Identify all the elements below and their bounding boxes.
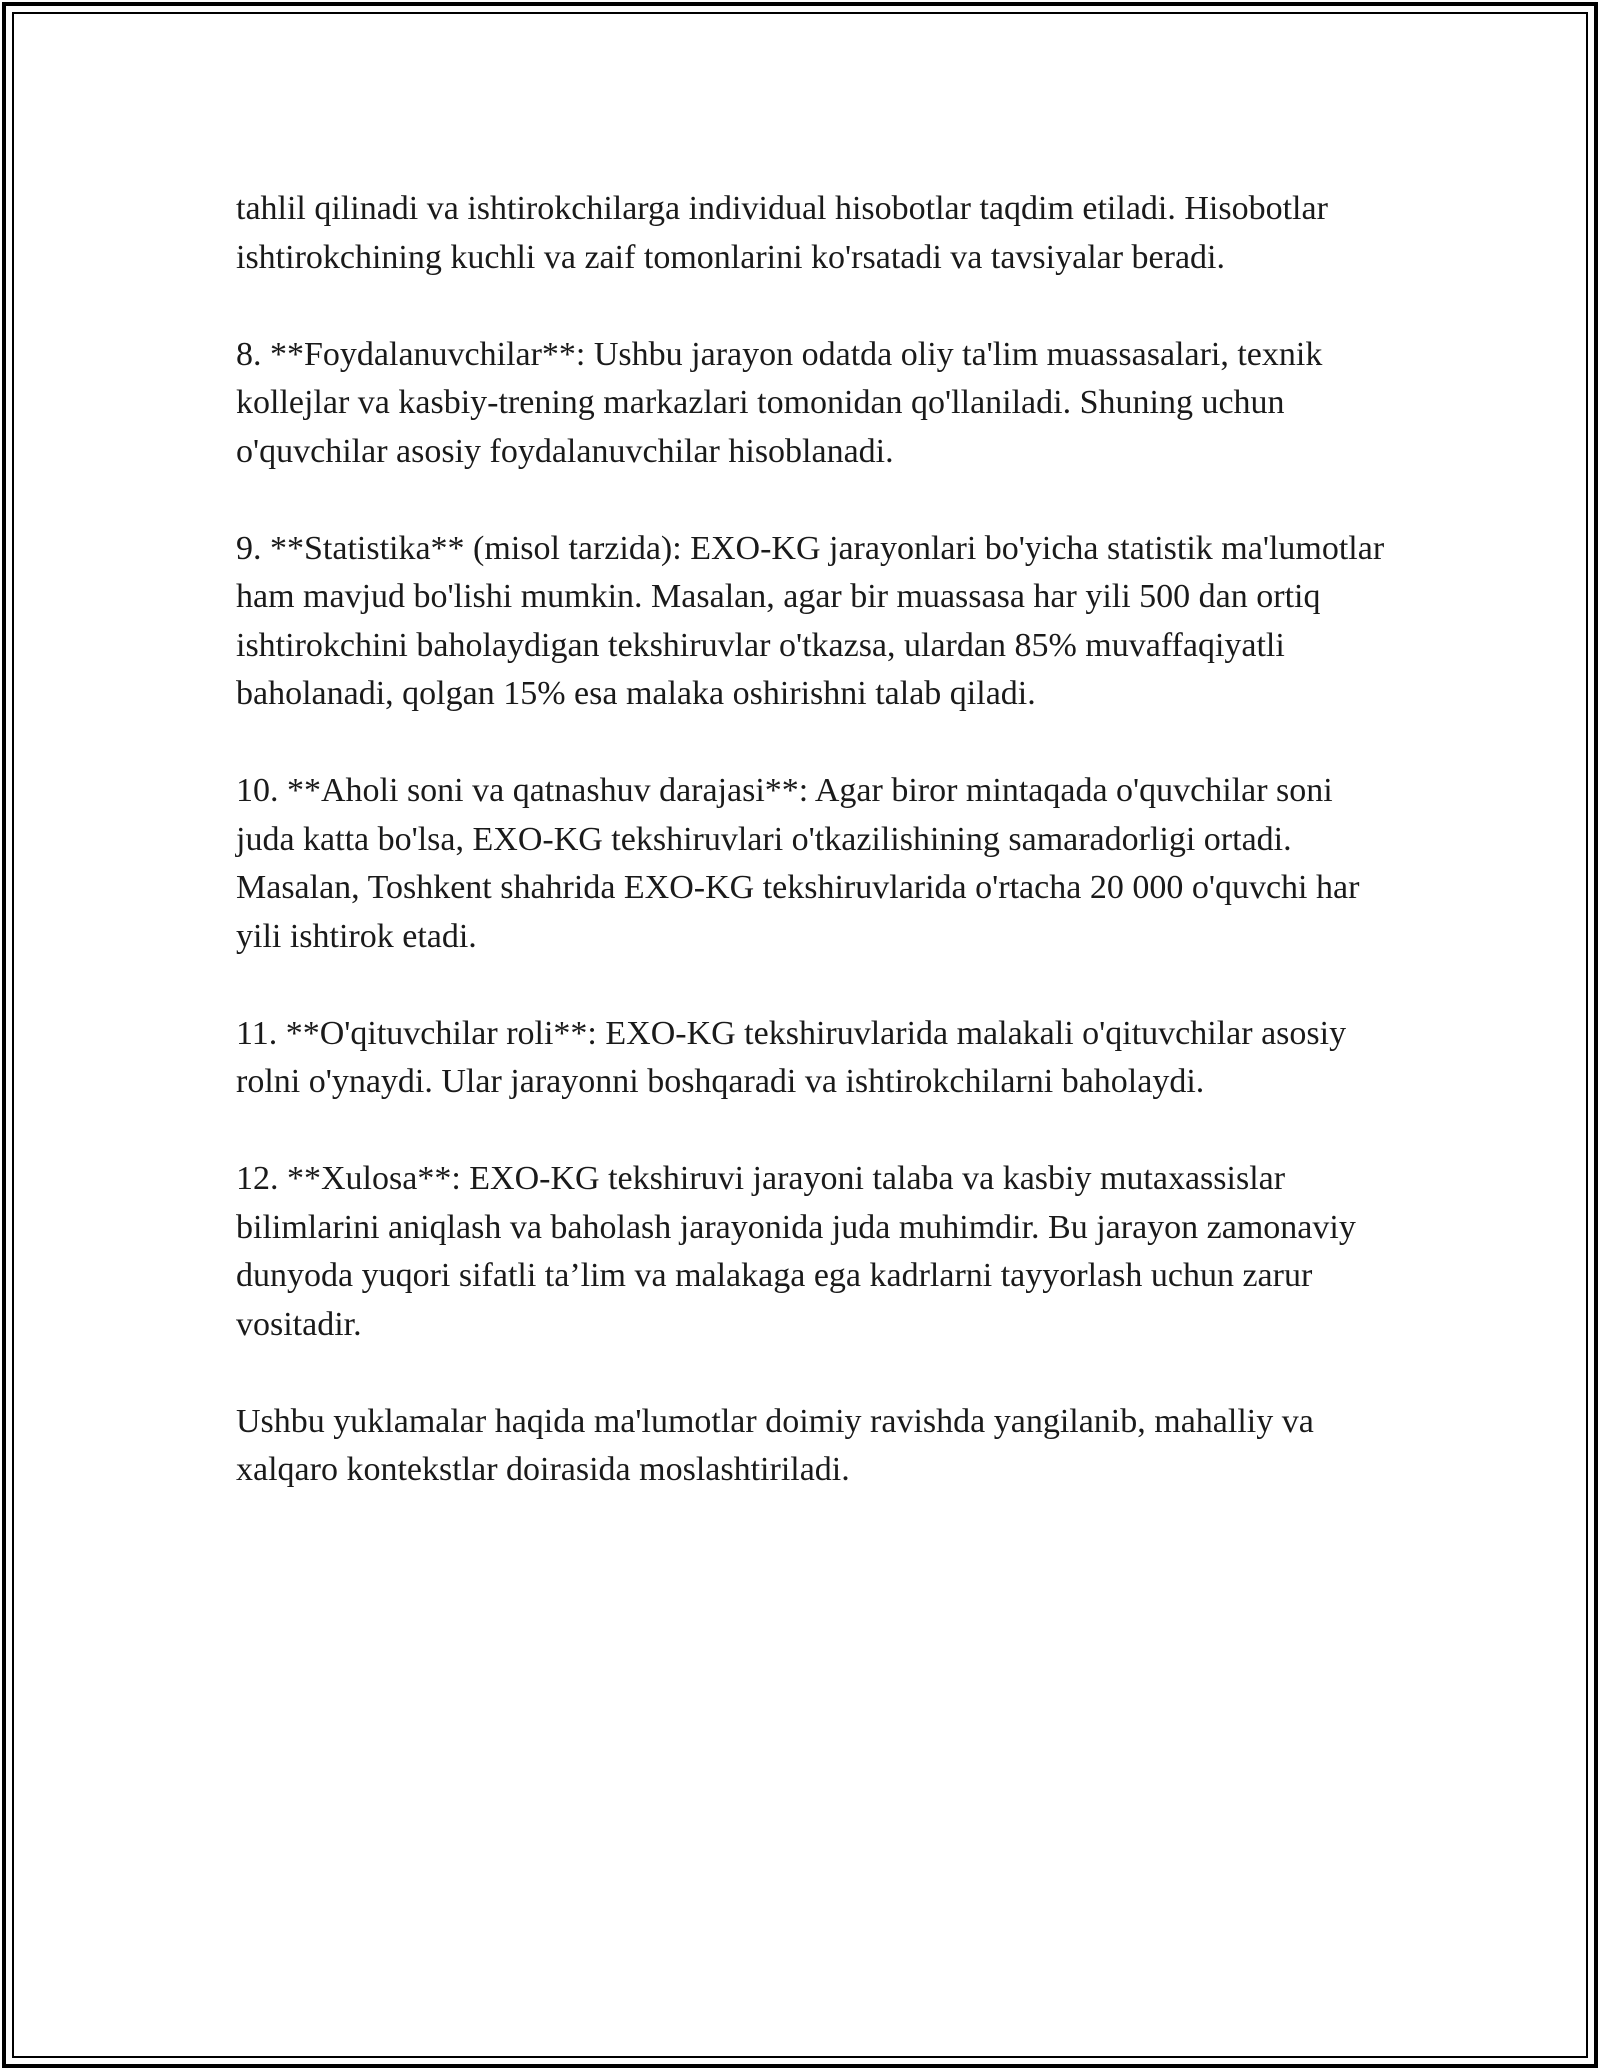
paragraph-item-12: 12. **Xulosa**: EXO-KG tekshiruvi jarayoni talaba va kasbiy mutaxassislar bilimlarini aniqlash va baholash jarayonida juda muhimdir. Bu jarayon zamonaviy dunyoda yuqori sifatli ta’lim va malakaga ega kadrlarni tayyorlash uchun zarur vositadir. (236, 1160, 1356, 1343)
paragraph-item-10: 10. **Aholi soni va qatnashuv darajasi**: Agar biror mintaqada o'quvchilar soni juda katta bo'lsa, EXO-KG tekshiruvlari o'tkazilishining samaradorligi ortadi. Masalan, Toshkent shahrida EXO-KG tekshiruvlarida o'rtacha 20 000 o'quvchi har yili ishtirok etadi. (236, 772, 1360, 955)
paragraph-continuation: tahlil qilinadi va ishtirokchilarga individual hisobotlar taqdim etiladi. Hisobotlar ishtirokchining kuchli va zaif tomonlarini ko'rsatadi va tavsiyalar beradi. (236, 190, 1328, 276)
paragraph-closing: Ushbu yuklamalar haqida ma'lumotlar doimiy ravishda yangilanib, mahalliy va xalqaro kontekstlar doirasida moslashtiriladi. (236, 1402, 1314, 1488)
paragraph-item-11: 11. **O'qituvchilar roli**: EXO-KG tekshiruvlarida malakali o'qituvchilar asosiy rolni o'ynaydi. Ular jarayonni boshqaradi va ishtirokchilarni baholaydi. (236, 1014, 1347, 1100)
paragraph-item-8: 8. **Foydalanuvchilar**: Ushbu jarayon odatda oliy ta'lim muassasalari, texnik kollejlar va kasbiy-trening markazlari tomonidan qo'llaniladi. Shuning uchun o'quvchilar asosiy foydalanuvchilar hisoblanadi. (236, 335, 1323, 470)
paragraph-item-9: 9. **Statistika** (misol tarzida): EXO-KG jarayonlari bo'yicha statistik ma'lumotlar ham mavjud bo'lishi mumkin. Masalan, agar bir muassasa har yili 500 dan ortiq ishtirokchini baholaydigan tekshiruvlar o'tkazsa, ulardan 85% muvaffaqiyatli baholanadi, qolgan 15% esa malaka oshirishni talab qiladi. (236, 529, 1385, 712)
document-body (236, 185, 1396, 1495)
